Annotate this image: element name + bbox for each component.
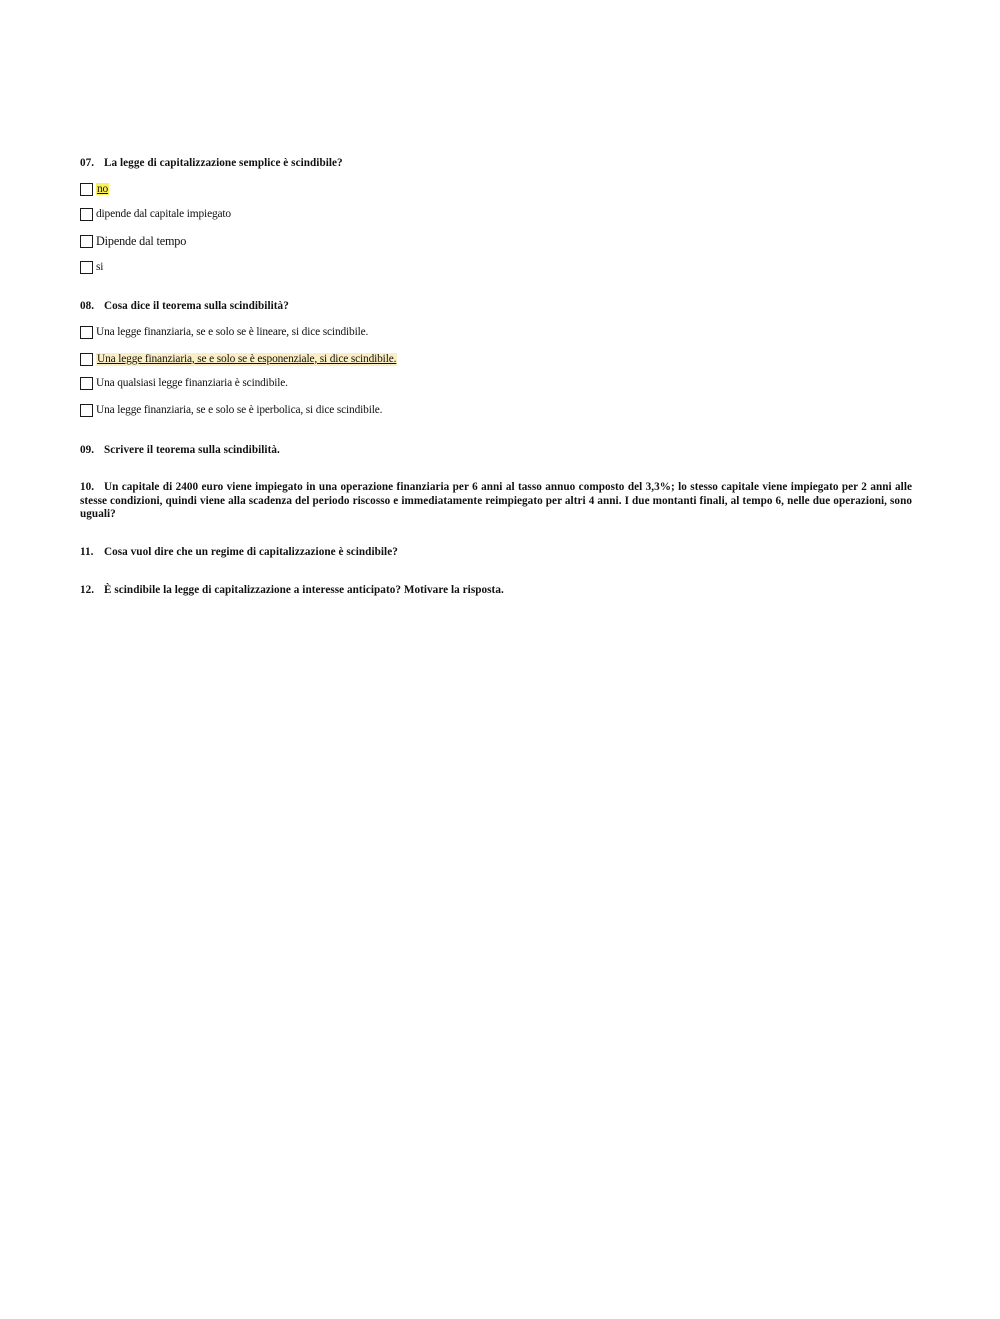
option-08-b[interactable] <box>80 351 397 367</box>
question-12 <box>80 584 504 598</box>
checkbox[interactable] <box>80 261 93 274</box>
option-label: Una legge finanziaria, se e solo se è iperbolica, si dice scindibile. <box>96 404 383 416</box>
question-number: 09. <box>80 444 95 456</box>
checkbox[interactable] <box>80 183 93 196</box>
question-number: 10. <box>80 481 95 493</box>
option-07-b[interactable] <box>80 206 231 222</box>
question-09 <box>80 444 280 458</box>
question-text: La legge di capitalizzazione semplice è scindibile? <box>104 157 343 169</box>
option-07-c[interactable] <box>80 233 186 249</box>
question-text: Un capitale di 2400 euro viene impiegato in una operazione finanziaria per 6 anni al tasso annuo composto del 3,3%; lo stesso capitale viene impiegato per 2 anni alle stesse condizioni, quindi viene alla scadenza del periodo riscosso e immediatamente reimpiegato per altri 4 anni. I due montanti finali, al tempo 6, nelle due operazioni, sono uguali? <box>80 481 912 520</box>
option-label: Dipende dal tempo <box>96 233 187 248</box>
option-label: no <box>97 183 109 195</box>
checkbox[interactable] <box>80 404 93 417</box>
question-text: Cosa vuol dire che un regime di capitalizzazione è scindibile? <box>104 546 398 558</box>
option-label: Una legge finanziaria, se e solo se è lineare, si dice scindibile. <box>96 326 369 338</box>
option-07-d[interactable] <box>80 259 103 275</box>
option-08-c[interactable] <box>80 375 288 391</box>
question-number: 12. <box>80 584 95 596</box>
checkbox[interactable] <box>80 353 93 366</box>
question-number: 07. <box>80 157 95 169</box>
question-text: È scindibile la legge di capitalizzazione a interesse anticipato? Motivare la risposta. <box>104 584 504 596</box>
question-07 <box>80 157 343 171</box>
question-11 <box>80 546 398 560</box>
question-number: 08. <box>80 300 95 312</box>
question-10 <box>80 481 912 522</box>
option-label: Una qualsiasi legge finanziaria è scindibile. <box>96 377 288 389</box>
option-label: Una legge finanziaria, se e solo se è esponenziale, si dice scindibile. <box>97 352 397 365</box>
question-text: Cosa dice il teorema sulla scindibilità? <box>104 300 289 312</box>
option-label: si <box>96 261 104 273</box>
checkbox[interactable] <box>80 377 93 390</box>
question-text: Scrivere il teorema sulla scindibilità. <box>104 444 280 456</box>
checkbox[interactable] <box>80 235 93 248</box>
checkbox[interactable] <box>80 208 93 221</box>
question-08 <box>80 300 289 314</box>
option-08-d[interactable] <box>80 402 382 418</box>
option-07-a[interactable] <box>80 181 109 197</box>
question-number: 11. <box>80 546 94 558</box>
option-08-a[interactable] <box>80 324 368 340</box>
checkbox[interactable] <box>80 326 93 339</box>
option-label: dipende dal capitale impiegato <box>96 208 231 220</box>
